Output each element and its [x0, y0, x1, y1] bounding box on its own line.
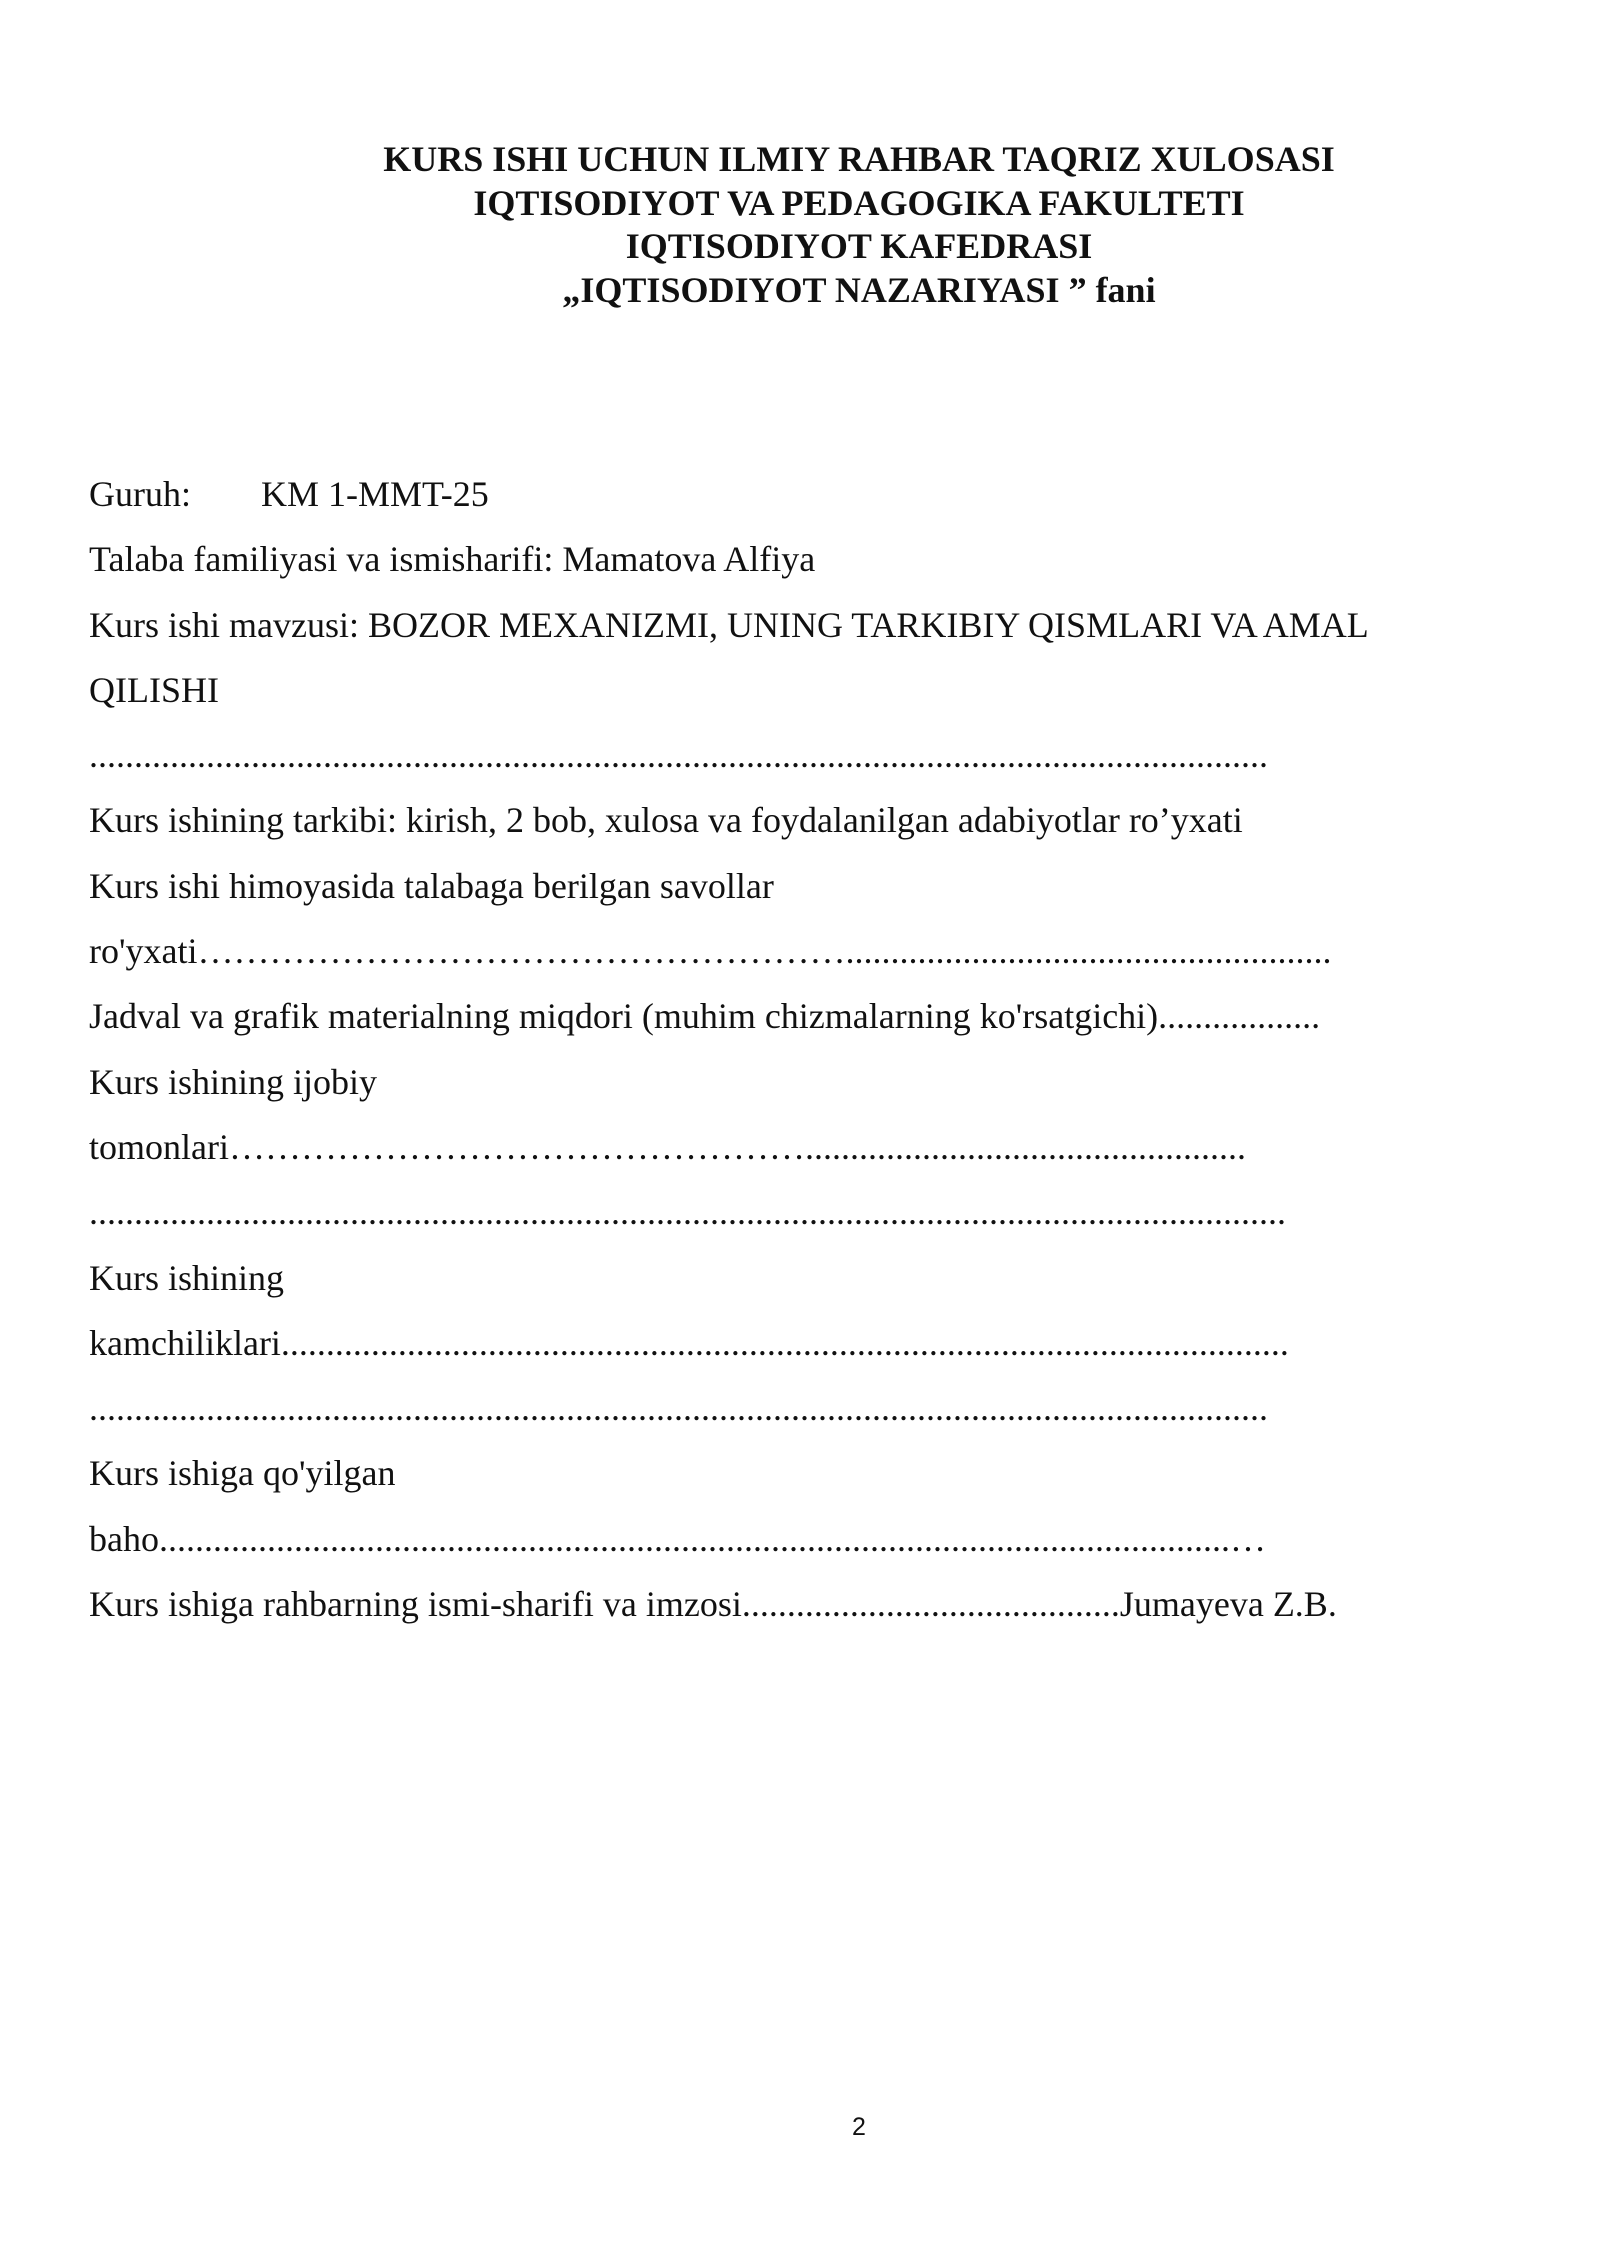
- grade-blank-line: baho.......................................................................................................................…: [89, 1518, 1266, 1559]
- positives-blank-line: tomonlari………………………………………….................................................: [89, 1126, 1246, 1167]
- heading-subject: „IQTISODIYOT NAZARIYASI ” fani: [562, 269, 1156, 310]
- topic-continuation: QILISHI: [89, 669, 219, 710]
- document-heading: [0, 138, 1600, 312]
- topic-line: Kurs ishi mavzusi: BOZOR MEXANIZMI, UNING TARKIBIY QISMLARI VA AMAL: [89, 604, 1369, 645]
- structure-line: Kurs ishining tarkibi: kirish, 2 bob, xulosa va foydalanilgan adabiyotlar ro’yxati: [89, 800, 1243, 841]
- positives-label: Kurs ishining ijobiy: [89, 1061, 378, 1102]
- page-number: 2: [852, 2113, 866, 2141]
- student-line: Talaba familiyasi va ismisharifi: Mamatova Alfiya: [89, 539, 816, 580]
- group-label: Guruh:: [89, 474, 191, 514]
- heading-faculty: IQTISODIYOT VA PEDAGOGIKA FAKULTETI: [473, 182, 1245, 223]
- shortcomings-blank-line: kamchiliklari................................................................................................................: [89, 1322, 1289, 1363]
- supervisor-line: Kurs ishiga rahbarning ismi-sharifi va imzosi..........................................Jumayeva Z.B.: [89, 1584, 1337, 1625]
- heading-title: KURS ISHI UCHUN ILMIY RAHBAR TAQRIZ XULOSASI: [383, 139, 1335, 179]
- shortcomings-blank-line-2: ...................................................................................................................................: [89, 1388, 1268, 1429]
- review-form: [89, 462, 1529, 1637]
- group-line: [89, 462, 1529, 527]
- topic-blank-line: ...................................................................................................................................: [89, 735, 1268, 776]
- heading-department: IQTISODIYOT KAFEDRASI: [625, 226, 1093, 266]
- shortcomings-label: Kurs ishining: [89, 1257, 285, 1298]
- group-value: KM 1-MMT-25: [261, 474, 489, 514]
- questions-blank-line: ro'yxati………………………………………………......................................................: [89, 931, 1332, 972]
- questions-label: Kurs ishi himoyasida talabaga berilgan savollar: [89, 865, 774, 906]
- tables-line: Jadval va grafik materialning miqdori (muhim chizmalarning ko'rsatgichi)..................: [89, 996, 1321, 1037]
- positives-blank-line-2: .....................................................................................................................................: [89, 1192, 1286, 1233]
- grade-label: Kurs ishiga qo'yilgan: [89, 1453, 396, 1494]
